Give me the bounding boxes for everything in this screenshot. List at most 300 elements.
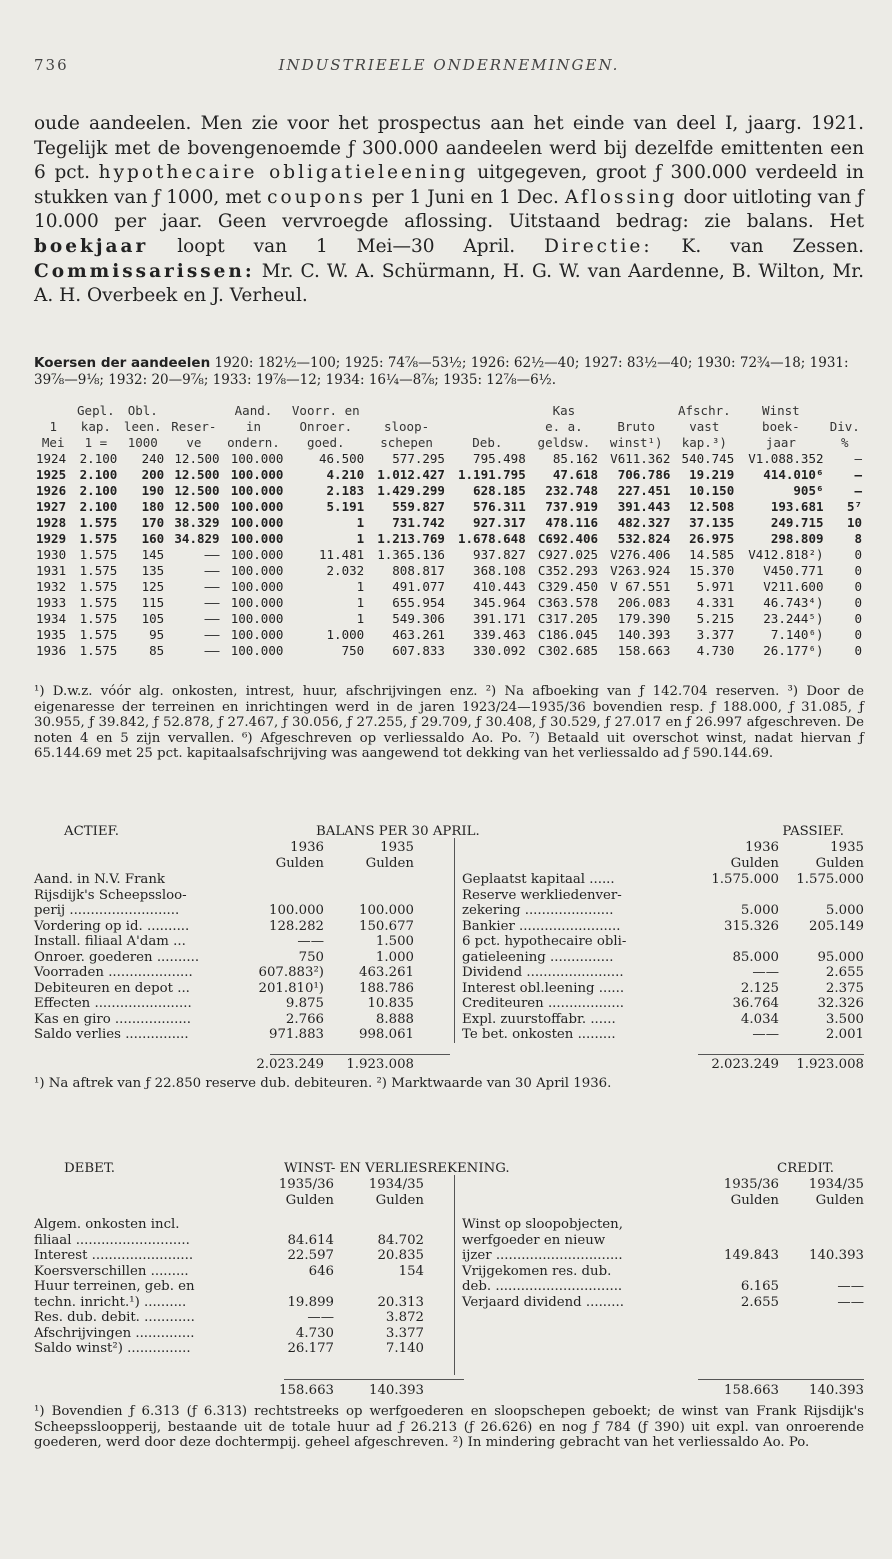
history-row — [34, 547, 864, 563]
account-line — [462, 950, 864, 966]
history-cell: 414.010⁶ — [763, 467, 824, 482]
history-header-cell: Aand. — [234, 403, 273, 418]
account-line-amount-current: 19.899 — [287, 1294, 334, 1310]
history-cell: 1.191.795 — [458, 467, 526, 482]
account-line — [34, 1326, 424, 1342]
account-line-label: Crediteuren .................. — [462, 996, 625, 1011]
history-cell: 1 — [356, 531, 365, 546]
history-cell: 12.500 — [174, 483, 220, 498]
account-line — [34, 1233, 424, 1249]
history-cell: 2.183 — [326, 483, 365, 498]
history-cell: 482.327 — [617, 515, 671, 530]
balance-assets — [34, 872, 414, 1043]
account-line — [34, 1012, 414, 1028]
history-cell: —— — [204, 547, 220, 562]
history-cell: 391.443 — [617, 499, 671, 514]
history-cell: 808.817 — [392, 563, 445, 578]
page-header — [34, 56, 864, 74]
history-cell: 0 — [854, 643, 862, 658]
balance-total-1936: 2.023.249 — [256, 1057, 324, 1072]
account-line-amount-previous: 3.872 — [385, 1310, 424, 1325]
history-cell: 5⁷ — [846, 499, 862, 514]
account-line-amount-previous: 2.375 — [825, 980, 864, 996]
history-row — [34, 643, 864, 659]
account-line-amount-previous: 3.377 — [385, 1325, 424, 1341]
account-line-amount-current: —— — [297, 934, 324, 949]
intro-text: oude aandeelen. Men zie voor het prospectus aan het einde van deel I, jaarg. 1921. Tegelijk met de bovengenoemde — [34, 113, 864, 159]
history-cell: —— — [204, 627, 220, 642]
account-line — [462, 903, 864, 919]
account-line-label: Vordering op id. .......... — [34, 918, 190, 934]
pl-credit — [462, 1217, 864, 1310]
history-cell: 4.210 — [326, 467, 365, 482]
history-cell: 1.012.427 — [377, 467, 445, 482]
account-line-label: Res. dub. debit. ............ — [34, 1310, 195, 1325]
balance-total-1935: 1.923.008 — [796, 1057, 864, 1072]
history-cell: 1.575 — [79, 563, 118, 578]
history-cell: 1.575 — [79, 627, 118, 642]
history-cell: 26.177⁶) — [763, 643, 824, 658]
history-cell: 206.083 — [617, 595, 671, 610]
history-cell: 100.000 — [230, 451, 284, 466]
history-cell: —— — [204, 595, 220, 610]
pl-year-2: 1934/35 — [808, 1177, 864, 1192]
history-cell: 1933 — [36, 595, 67, 610]
account-line-label: gatieleening ............... — [462, 949, 614, 965]
account-line-label: Voorraden .................... — [34, 965, 193, 980]
account-line-label: Saldo verlies ............... — [34, 1027, 189, 1042]
history-cell: —— — [204, 611, 220, 626]
history-cell: 240 — [141, 451, 165, 466]
history-cell: — — [854, 451, 862, 466]
history-cell: 249.715 — [770, 515, 824, 530]
history-header-cell: Div. — [829, 419, 860, 434]
account-line-label: filiaal ........................... — [34, 1232, 190, 1248]
account-line-label: Afschrijvingen .............. — [34, 1325, 195, 1341]
account-line-label: Huur terreinen, geb. en — [34, 1279, 195, 1294]
history-cell: —— — [204, 643, 220, 658]
history-cell: C302.685 — [537, 643, 599, 658]
history-cell: 100.000 — [230, 531, 284, 546]
history-cell: 330.092 — [473, 643, 526, 658]
history-cell: 200 — [141, 467, 165, 482]
account-line-label: perij .......................... — [34, 903, 180, 918]
history-cell: 2.100 — [79, 483, 118, 498]
account-line-amount-previous: 5.000 — [825, 903, 864, 918]
history-cell: 5.215 — [696, 611, 735, 626]
account-line — [462, 1012, 864, 1028]
balance-unit: Gulden — [730, 856, 779, 871]
history-cell: 26.975 — [689, 531, 735, 546]
account-line-label: Interest obl.leening ...... — [462, 980, 625, 996]
history-cell: 532.824 — [617, 531, 671, 546]
account-line — [34, 981, 414, 997]
account-line — [34, 965, 414, 981]
history-cell: 100.000 — [230, 499, 284, 514]
history-cell: 1.575 — [79, 579, 118, 594]
account-line — [462, 1233, 864, 1249]
history-cell: V1.088.352 — [748, 451, 824, 466]
history-cell: 1930 — [36, 547, 67, 562]
intro-text: ƒ 300.000 aandeelen werd bij dezelfde emittenten een 6 pct. — [34, 137, 864, 184]
account-line-amount-previous: 3.500 — [825, 1011, 864, 1027]
history-cell: 100.000 — [230, 547, 284, 562]
intro-spaced-term: hypothecaire obligatieleening — [98, 162, 469, 184]
account-line — [462, 1279, 864, 1295]
account-line-amount-previous: 100.000 — [359, 903, 414, 918]
account-line-amount-previous: 1.500 — [375, 934, 414, 949]
history-cell: 46.500 — [319, 451, 365, 466]
history-header-cell — [447, 419, 528, 435]
history-cell: 1.575 — [79, 515, 118, 530]
history-cell: 1928 — [36, 515, 67, 530]
history-cell: V276.406 — [610, 547, 671, 562]
account-line-label: Bankier ........................ — [462, 918, 621, 934]
account-line-amount-current: 84.614 — [287, 1232, 334, 1248]
balance-total-1936: 2.023.249 — [711, 1057, 779, 1072]
history-cell: V263.924 — [610, 563, 671, 578]
column-divider — [454, 1175, 455, 1375]
history-cell: 1.575 — [79, 643, 118, 658]
history-cell: 1.575 — [79, 595, 118, 610]
account-line — [462, 1264, 864, 1280]
history-cell: 1925 — [36, 467, 67, 482]
history-header-cell: e. a. — [545, 419, 583, 434]
history-header-cell: Voorr. en — [291, 403, 360, 418]
history-cell: 12.500 — [174, 451, 220, 466]
account-line-amount-previous: 1.000 — [375, 949, 414, 965]
history-header-cell: Reser- — [171, 419, 217, 434]
account-line-amount-previous: 8.888 — [375, 1011, 414, 1027]
history-cell: 607.833 — [392, 643, 445, 658]
intro-text: door uitloting van ƒ 10.000 per jaar. Geen vervroegde aflossing. Uitstaand bedrag: zie balans. Het — [34, 186, 864, 233]
intro-spaced-term: Directie: — [544, 235, 653, 257]
history-cell: —— — [204, 563, 220, 578]
balance-total-1935: 1.923.008 — [346, 1057, 414, 1072]
history-cell: 576.311 — [473, 499, 526, 514]
account-line-amount-previous: 20.835 — [377, 1248, 424, 1263]
balance-unit: Gulden — [815, 856, 864, 871]
account-line — [34, 872, 414, 888]
history-cell: 85 — [149, 643, 165, 658]
account-line — [34, 1248, 424, 1264]
pl-year-2: 1934/35 — [368, 1177, 424, 1192]
history-cell: 1.678.648 — [458, 531, 526, 546]
history-cell: 5.971 — [696, 579, 735, 594]
total-rule — [270, 1054, 450, 1055]
column-divider — [454, 838, 455, 1043]
history-cell: V611.362 — [610, 451, 671, 466]
account-line — [34, 1217, 424, 1233]
account-line-label: Te bet. onkosten ......... — [462, 1027, 616, 1042]
account-line-amount-current: 1.575.000 — [711, 872, 779, 887]
history-cell: 2.100 — [79, 499, 118, 514]
history-header-cell: Deb. — [472, 435, 503, 450]
account-line-label: Interest ........................ — [34, 1248, 194, 1263]
history-header-cell: schepen — [380, 435, 433, 450]
history-cell: 2.100 — [79, 467, 118, 482]
history-header-cell: geldsw. — [537, 435, 591, 450]
account-line-amount-current: 201.810¹) — [258, 980, 324, 996]
history-cell: 298.809 — [770, 531, 824, 546]
account-line-label: werfgoeder en nieuw — [462, 1232, 606, 1248]
history-cell: C927.025 — [537, 547, 599, 562]
account-line-label: 6 pct. hypothecaire obli- — [462, 934, 627, 949]
total-rule — [284, 1379, 464, 1380]
history-cell: 1929 — [36, 531, 67, 546]
history-header-cell: ve — [186, 435, 202, 450]
history-cell: 100.000 — [230, 643, 284, 658]
history-header-cell: kap.³) — [681, 435, 727, 450]
account-line-label: Kas en giro .................. — [34, 1011, 192, 1027]
account-line — [34, 903, 414, 919]
history-row — [34, 451, 864, 467]
history-header-cell: Afschr. — [677, 403, 731, 418]
history-cell: 1.429.299 — [377, 483, 445, 498]
history-cell: 628.185 — [473, 483, 526, 498]
account-line-amount-current: 6.165 — [740, 1279, 779, 1294]
account-line-amount-current: 646 — [308, 1263, 334, 1279]
account-line-amount-previous: 140.393 — [809, 1248, 864, 1263]
history-cell: 105 — [141, 611, 165, 626]
history-header-cell: boek- — [762, 419, 800, 434]
account-line-amount-current: 2.125 — [740, 980, 779, 996]
account-line-amount-previous: 205.149 — [809, 918, 864, 934]
history-cell: 4.730 — [696, 643, 735, 658]
history-cell: V412.818²) — [748, 547, 824, 562]
history-cell: 491.077 — [392, 579, 445, 594]
account-line-amount-current: 26.177 — [287, 1341, 334, 1356]
history-cell: 1934 — [36, 611, 67, 626]
balance-year-1: 1936 — [290, 840, 324, 855]
history-header-cell — [600, 403, 672, 419]
pl-unit: Gulden — [375, 1193, 424, 1208]
history-header-row — [34, 419, 864, 435]
history-cell: 1 — [356, 515, 365, 530]
history-header-cell: Kas — [552, 403, 576, 418]
history-cell: 463.261 — [392, 627, 445, 642]
history-cell: 559.827 — [392, 499, 445, 514]
history-row — [34, 627, 864, 643]
history-cell: 100.000 — [230, 627, 284, 642]
account-line-amount-current: 5.000 — [740, 903, 779, 918]
account-line-amount-previous: 95.000 — [817, 949, 864, 965]
account-line — [34, 996, 414, 1012]
history-cell: 577.295 — [392, 451, 445, 466]
history-cell: 7.140⁶) — [770, 627, 824, 642]
history-cell: 1936 — [36, 643, 67, 658]
pl-title: WINST- EN VERLIESREKENING. — [284, 1161, 510, 1176]
account-line — [462, 1248, 864, 1264]
history-cell: — — [854, 467, 862, 482]
balance-title: BALANS PER 30 APRIL. — [316, 824, 480, 839]
account-line-label: Dividend ....................... — [462, 965, 624, 980]
history-header-cell: in — [245, 419, 261, 434]
history-header-cell — [366, 403, 447, 419]
account-line-label: Verjaard dividend ......... — [462, 1294, 624, 1310]
account-line-label: Reserve werkliedenver- — [462, 887, 622, 903]
history-header-cell: ondern. — [227, 435, 280, 450]
account-line-label: Winst op sloopobjecten, — [462, 1217, 623, 1232]
pl-right-title: CREDIT. — [777, 1161, 834, 1176]
account-line-amount-current: 100.000 — [269, 903, 324, 918]
history-cell: 1931 — [36, 563, 67, 578]
history-cell: 0 — [854, 547, 862, 562]
history-cell: 345.964 — [473, 595, 526, 610]
intro-spaced-term: coupons — [267, 186, 366, 208]
pl-total-1: 158.663 — [724, 1383, 779, 1398]
history-cell: 95 — [149, 627, 165, 642]
history-cell: 1924 — [36, 451, 67, 466]
account-line-label: Vrijgekomen res. dub. — [462, 1263, 612, 1279]
account-line-amount-current: 128.282 — [269, 918, 324, 934]
account-line-label: zekering ..................... — [462, 903, 614, 918]
account-line-amount-previous: —— — [837, 1294, 864, 1310]
history-header-cell: 1000 — [127, 435, 158, 450]
account-line — [462, 996, 864, 1012]
history-cell: 706.786 — [617, 467, 671, 482]
account-line-amount-previous: 1.575.000 — [796, 872, 864, 887]
account-line — [462, 981, 864, 997]
history-cell: 47.618 — [552, 467, 599, 482]
history-cell: 193.681 — [770, 499, 824, 514]
history-header-cell: % — [840, 435, 849, 450]
history-header-cell: jaar — [765, 435, 796, 450]
history-cell: 1926 — [36, 483, 67, 498]
history-cell: 135 — [141, 563, 165, 578]
history-cell: 23.244⁵) — [763, 611, 824, 626]
history-cell: 478.116 — [545, 515, 599, 530]
account-line-amount-current: —— — [307, 1310, 334, 1325]
account-line-amount-current: —— — [752, 1027, 779, 1042]
account-line — [34, 934, 414, 950]
history-cell: 14.585 — [689, 547, 735, 562]
account-line-label: Algem. onkosten incl. — [34, 1217, 180, 1232]
account-line — [34, 1341, 424, 1357]
history-cell: 85.162 — [552, 451, 599, 466]
history-row — [34, 483, 864, 499]
share-prices-text: 1920: 182½—100; 1925: 74⅞—53½; 1926: 62½—40; 1927: 83½—40; 1930: 72¾—18; 1931: 39⅞—9⅛; 1932: 20—9⅞; 1933: 19⅞—12; 1934: 16¼—8⅞; 1935: 12⅞—6½. — [34, 355, 849, 388]
history-cell: 37.135 — [689, 515, 735, 530]
history-cell: 100.000 — [230, 579, 284, 594]
history-header-cell: Bruto — [617, 419, 656, 434]
history-cell: 12.500 — [174, 467, 220, 482]
history-cell: 179.390 — [617, 611, 671, 626]
account-line-amount-previous: 7.140 — [385, 1341, 424, 1356]
history-cell: V450.771 — [763, 563, 824, 578]
account-line-label: Koersverschillen ......... — [34, 1263, 189, 1279]
history-header-cell: Onroer. — [299, 419, 353, 434]
account-line-amount-previous: 2.001 — [825, 1027, 864, 1042]
history-cell: C317.205 — [537, 611, 599, 626]
account-line-amount-previous: 154 — [398, 1263, 424, 1279]
history-cell: —— — [204, 579, 220, 594]
pl-unit: Gulden — [815, 1193, 864, 1208]
history-cell: — — [854, 483, 862, 498]
history-row — [34, 515, 864, 531]
history-cell: 145 — [141, 547, 165, 562]
account-line — [34, 950, 414, 966]
history-header-cell: goed. — [306, 435, 345, 450]
history-cell: 11.481 — [319, 547, 365, 562]
account-line-amount-previous: 463.261 — [359, 965, 414, 980]
history-header-row — [34, 435, 864, 451]
history-header-cell: kap. — [80, 419, 111, 434]
account-line-amount-current: 4.034 — [740, 1011, 779, 1027]
history-cell: 905⁶ — [793, 483, 824, 498]
account-line-label: Aand. in N.V. Frank — [34, 872, 165, 887]
balance-year-1: 1936 — [745, 840, 779, 855]
pl-unit: Gulden — [285, 1193, 334, 1208]
history-header-cell: Mei — [41, 435, 65, 450]
pl-unit: Gulden — [730, 1193, 779, 1208]
history-cell: 339.463 — [473, 627, 526, 642]
history-row — [34, 467, 864, 483]
history-row — [34, 595, 864, 611]
account-line-amount-current: 750 — [298, 949, 324, 965]
intro-paragraph — [34, 112, 864, 309]
history-cell: 15.370 — [689, 563, 735, 578]
pl-left-title: DEBET. — [64, 1161, 115, 1176]
account-line-amount-current: 9.875 — [285, 996, 324, 1011]
history-cell: 38.329 — [174, 515, 220, 530]
history-row — [34, 563, 864, 579]
account-line — [34, 1027, 414, 1043]
account-line-amount-current: 36.764 — [732, 996, 779, 1011]
intro-text: loopt van 1 Mei—30 April. — [148, 235, 545, 257]
history-cell: 731.742 — [392, 515, 445, 530]
account-line-amount-previous: 32.326 — [817, 996, 864, 1011]
account-line-label: Debiteuren en depot ... — [34, 980, 190, 996]
history-header-cell: 1 — [49, 419, 57, 434]
intro-text: Mr. C. W. A. Schürmann, H. G. W. van Aardenne, B. Wilton, Mr. A. H. Overbeek en J. Verheul. — [34, 260, 864, 307]
history-cell: 46.743⁴) — [763, 595, 824, 610]
history-header-cell: 1 = — [84, 435, 108, 450]
account-line — [462, 965, 864, 981]
history-cell: 125 — [141, 579, 165, 594]
history-cell: 368.108 — [473, 563, 526, 578]
account-line-label: Rijsdijk's Scheepssloo- — [34, 887, 187, 903]
history-header-cell: vast — [689, 419, 720, 434]
history-cell: 927.317 — [473, 515, 526, 530]
history-header-cell: sloop- — [383, 419, 430, 434]
account-line-label: Onroer. goederen .......... — [34, 949, 200, 965]
account-line-amount-previous: 10.835 — [367, 996, 414, 1011]
history-cell: 19.219 — [689, 467, 735, 482]
history-cell: C692.406 — [537, 531, 599, 546]
account-line — [462, 1295, 864, 1311]
account-line-amount-previous: 20.313 — [377, 1294, 424, 1310]
history-cell: 100.000 — [230, 515, 284, 530]
account-line — [34, 1264, 424, 1280]
profit-loss-account — [34, 1161, 864, 1491]
balance-year-2: 1935 — [380, 840, 414, 855]
account-line — [462, 1027, 864, 1043]
history-cell: 2.100 — [79, 451, 118, 466]
account-line-label: Install. filiaal A'dam ... — [34, 934, 186, 949]
history-row — [34, 531, 864, 547]
pl-total-2: 140.393 — [809, 1383, 864, 1398]
account-line — [34, 1310, 424, 1326]
account-line-amount-current: —— — [752, 965, 779, 980]
pl-year-1: 1935/36 — [278, 1177, 334, 1192]
account-line-label: deb. .............................. — [462, 1279, 623, 1294]
history-cell: 227.451 — [617, 483, 671, 498]
history-cell: 2.032 — [326, 563, 365, 578]
pl-total-2: 140.393 — [369, 1383, 424, 1398]
balance-right-title: PASSIEF. — [782, 824, 844, 839]
history-cell: 10 — [846, 515, 862, 530]
